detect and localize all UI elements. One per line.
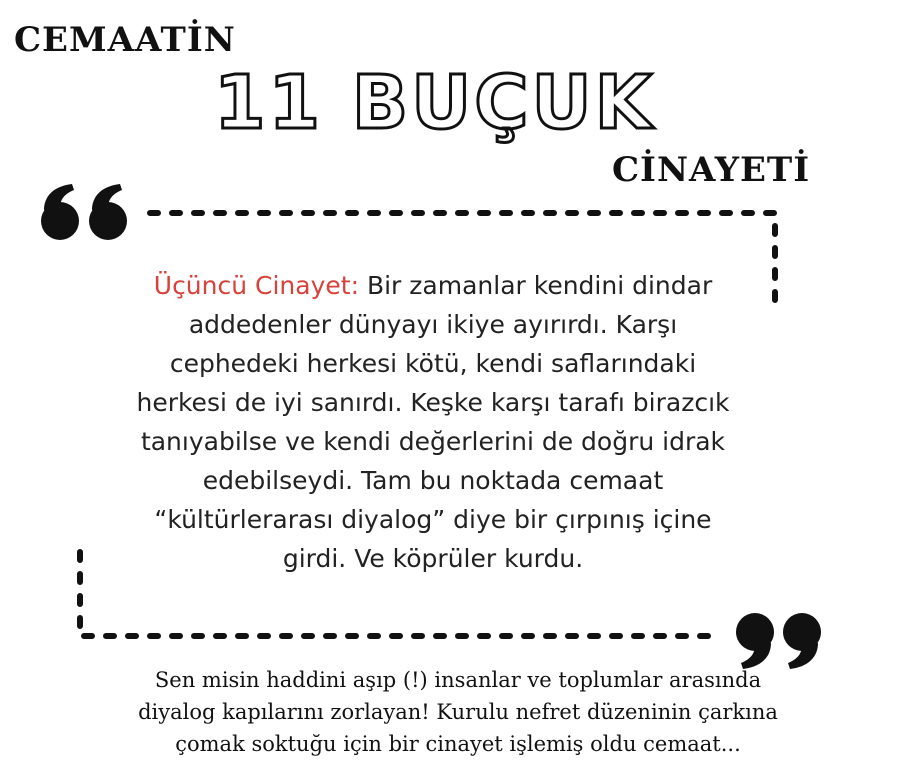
caption-line-3: çomak soktuğu için bir cinayet işlemiş oldu cemaat...: [175, 732, 741, 756]
caption: [60, 664, 856, 760]
page-title: 11 BUÇUK: [214, 60, 655, 146]
quote-line-5: tanıyabilse ve kendi değerlerini de doğru idrak: [140, 427, 726, 456]
quote-line-6: edebilseydi. Tam bu noktada cemaat: [202, 466, 664, 495]
quote-line-8: girdi. Ve köprüler kurdu.: [282, 544, 584, 573]
quote-line-1-rest: Bir zamanlar kendini dindar: [359, 271, 713, 300]
quote-line-7: “kültürlerarası diyalog” diye bir çırpınış içine: [154, 505, 712, 534]
caption-line-2: diyalog kapılarını zorlayan! Kurulu nefret düzeninin çarkına: [138, 700, 778, 724]
close-quote-icon: [736, 613, 821, 669]
quote-line-4: herkesi de iyi sanırdı. Keşke karşı tarafı birazcık: [136, 388, 730, 417]
quote-highlight: Üçüncü Cinayet:: [153, 271, 360, 300]
title-prefix: CEMAATİN: [14, 20, 236, 60]
quote-line-3: cephedeki herkesi kötü, kendi saflarındaki: [169, 349, 697, 378]
quote-text: [118, 266, 748, 578]
quote-line-2: addedenler dünyayı ikiye ayırırdı. Karşı: [188, 310, 678, 339]
quote-line-1: [118, 266, 748, 305]
title-suffix: CİNAYETİ: [612, 150, 811, 190]
open-quote-icon: [41, 184, 127, 240]
caption-line-1: Sen misin haddini aşıp (!) insanlar ve toplumlar arasında: [154, 668, 762, 692]
